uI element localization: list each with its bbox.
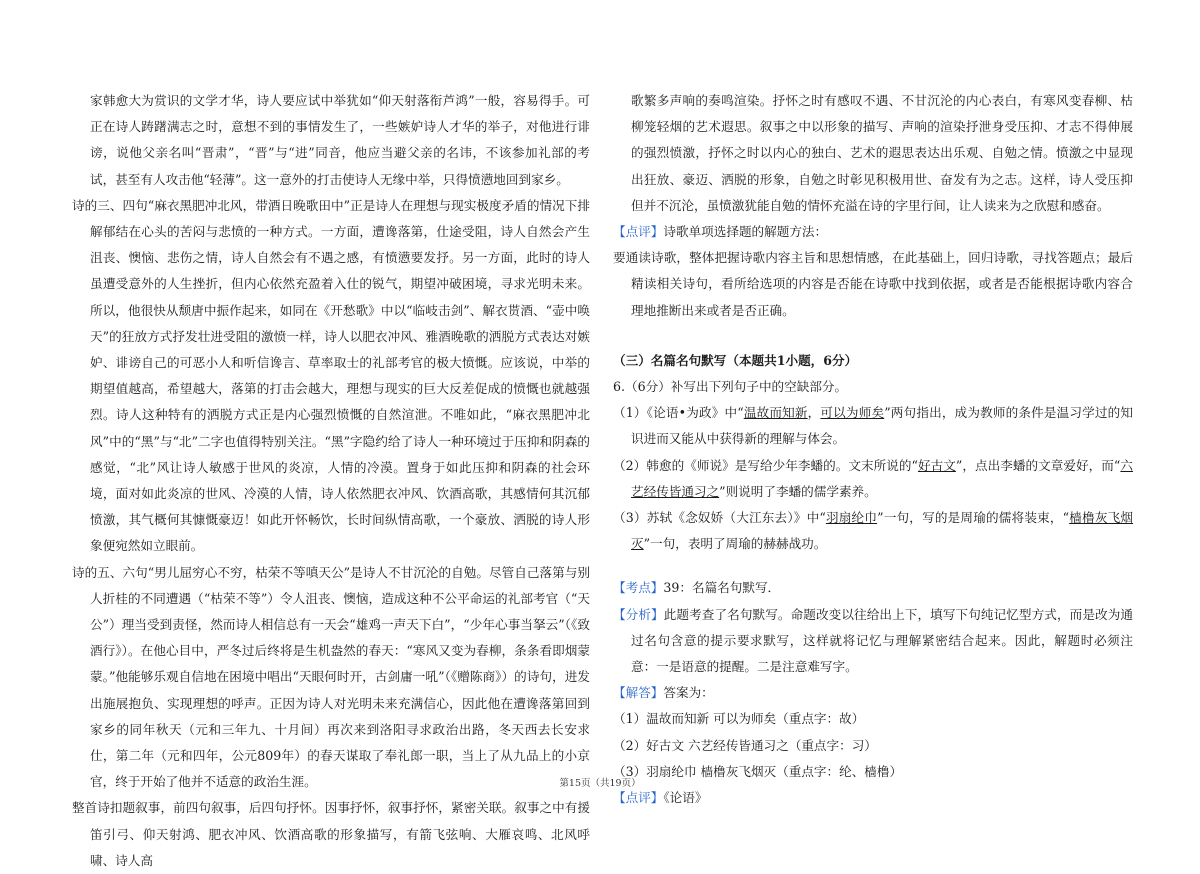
answer-blank: 好古文 — [917, 457, 956, 473]
paragraph: 家韩愈大为赏识的文学才华，诗人要应试中举犹如“仰天射落衔芦鸿”一般，容易得手。可正在诗人踌躇满志之时，意想不到的事情发生了，一些嫉妒诗人才华的举子，对他进行诽谤，说他父亲名叫“晋肃”，“晋”与“进”同音，他应当避父亲的名讳，不该参加礼部的考试，甚至有人攻击他“轻薄”。这一意外的打击使诗人无缘中举，只得愤懑地回到家乡。 — [90, 93, 590, 187]
fenxi-tag: 【分析】 — [613, 606, 664, 622]
kaodian-tag: 【考点】 — [613, 580, 664, 596]
answer-blank: 六艺经传皆通习之 — [631, 457, 1134, 499]
answer-blank: 羽扇纶巾 — [825, 510, 878, 526]
comment-text: 诗歌单项选择题的解题方法： — [663, 224, 828, 240]
comment-line: 【点评】《论语》 — [613, 790, 708, 806]
answer-blank: 樯橹灰飞烟灭 — [631, 510, 1134, 552]
answer-line: （1）温故而知新 可以为师矣（重点字：故） — [613, 711, 865, 727]
answer-blank: 可以为师矣 — [820, 405, 885, 421]
paragraph: 诗的三、四句“麻衣黑肥冲北风，带酒日晚歌田中”正是诗人在理想与现实极度矛盾的情况下排解郁结在心头的苦闷与悲愤的一种方式。一方面，遭谗落第，仕途受阻，诗人自然会产生沮丧、懊恼、悲伤之情，诗人自然会有不遇之感，有愤懑要发抒。另一方面，此时的诗人虽遭受意外的人生挫折，但内心依然充盈着入仕的锐气，期望冲破困境，寻求光明未来。所以，他很快从颓唐中振作起来，如同在《开愁歌》中以“临岐击剑”、解衣贳酒、“壶中唤天”的狂放方式抒发壮进受阻的激愤一样，诗人以肥衣冲风、雅酒晚歌的洒脱方式表达对嫉妒、诽谤自己的可恶小人和听信谗言、草率取士的礼部考官的极大愤慨。应该说，中举的期望值越高，希望越大，落第的打击会越大，理想与现实的巨大反差促成的愤慨也就越强烈。诗人这种特有的洒脱方式正是内心强烈愤慨的自然渲泄。不唯如此，“麻衣黑肥冲北风”中的“黑”与“北”二字也值得特别关注。“黑”字隐约给了诗人一种环境过于压抑和阴森的感觉，“北”风让诗人敏感于世风的炎凉，人情的冷漠。置身于如此压抑和阴森的社会环境，面对如此炎凉的世风、冷漠的人情，诗人依然肥衣冲风、饮酒高歌，其感情何其沉郁愤激，其气概何其慷慨豪迈！如此开怀畅饮，长时间纵情高歌，一个豪放、洒脱的诗人形象便宛然如立眼前。 — [72, 197, 590, 554]
comment-tag: 【点评】 — [613, 790, 664, 806]
paragraph: 歌繁多声响的奏鸣渲染。抒怀之时有感叹不遇、不甘沉沦的内心表白，有寒风变春柳、枯柳笼轻烟的艺术遐思。叙事之中以形象的描写、声响的渲染抒泄身受压抑、才志不得伸展的强烈愤激，抒怀之时以内心的独白、艺术的遐思表达出乐观、自勉之情。愤激之中显现出狂放、豪迈、洒脱的形象，自勉之时彰见积极用世、奋发有为之志。这样，诗人受压抑但并不沉沦，虽愤激犹能自勉的情怀充溢在诗的字里行间，让人读来为之欣慰和感奋。 — [631, 93, 1133, 213]
answer-line: （2）好古文 六艺经传皆通习之（重点字：习） — [613, 737, 877, 753]
question-item-2: （2）韩愈的《师说》是写给少年李蟠的。文末所说的“好古文”，点出李蟠的文章爱好，而“六艺经传皆通习之”则说明了李蟠的儒学素养。 — [613, 457, 1134, 499]
answer-line: （3）羽扇纶巾 樯橹灰飞烟灭（重点字：纶、樯橹） — [613, 763, 903, 779]
left-column — [72, 88, 590, 874]
comment-line — [613, 219, 1133, 245]
paragraph: 诗的五、六句“男儿屈穷心不穷，枯荣不等嗔天公”是诗人不甘沉沦的自勉。尽管自己落第与别人折桂的不同遭遇（“枯荣不等”）令人沮丧、懊恼，造成这种不公平命运的礼部考官（“天公”）理当受到责怪，然而诗人相信总有一天会“雄鸡一声天下白”，“少年心事当拏云”（《致酒行》）。在他心目中，严冬过后终将是生机盎然的春天：“寒风又变为春柳，条条看即烟蒙蒙。”他能够乐观自信地在困境中唱出“天眼何时开，古剑庸一吼”（《赠陈商》）的诗句，进发出施展抱负、实现理想的呼声。正因为诗人对光明未来充满信心，因此他在遭谗落第回到家乡的同年秋天（元和三年九、十月间）再次来到洛阳寻求政治出路，冬天西去长安求仕，第二年（元和四年，公元809年）的春天谋取了奉礼郎一职，当上了从九品上的小京官，终于开始了他并不适意的政治生涯。 — [72, 564, 590, 790]
page-footer: 第15页（共19页） — [559, 778, 641, 789]
section-title: （三）名篇名句默写（本题共1小题，6分） — [613, 352, 858, 368]
paragraph: 整首诗扣题叙事，前四句叙事，后四句抒怀。因事抒怀，叙事抒怀，紧密关联。叙事之中有援笛引弓、仰天射鸿、肥衣冲风、饮酒高歌的形象描写，有箭飞弦响、大雁哀鸣、北风呼啸、诗人高 — [72, 800, 590, 868]
kaodian-line: 【考点】39：名篇名句默写． — [613, 580, 781, 596]
fenxi-line: 【分析】此题考查了名句默写。命题改变以往给出上下，填写下句纯记忆型方式，而是改为通过名句含意的提示要求默写，这样就将记忆与理解紧密结合起来。因此，解题时必须注意：一是语意的提醒。二是注意难写字。 — [613, 606, 1134, 675]
jieda-line: 【解答】答案为： — [613, 685, 714, 701]
comment-tag: 【点评】 — [613, 224, 664, 240]
jieda-tag: 【解答】 — [613, 685, 664, 701]
question-item-1: （1）《论语•为政》中“温故而知新，可以为师矣”两句指出，成为教师的条件是温习学过的知识进而又能从中获得新的理解与体会。 — [613, 405, 1133, 447]
paragraph: 要通读诗歌，整体把握诗歌内容主旨和思想情感，在此基础上，回归诗歌，寻找答题点；最后精读相关诗句，看所给选项的内容是否能在诗歌中找到依据，或者是否能根据诗歌内容合理地推断出来或者是否正确。 — [613, 250, 1133, 318]
answer-blank: 温故而知新 — [743, 405, 808, 421]
right-column — [613, 88, 1133, 811]
question-stem: 6.（6分）补写出下列句子中的空缺部分。 — [613, 379, 848, 395]
question-item-3: （3）苏轼《念奴娇（大江东去）》中“羽扇纶巾”一句，写的是周瑜的儒将装束，“樯橹灰飞烟灭”一句，表明了周瑜的赫赫战功。 — [613, 510, 1134, 552]
